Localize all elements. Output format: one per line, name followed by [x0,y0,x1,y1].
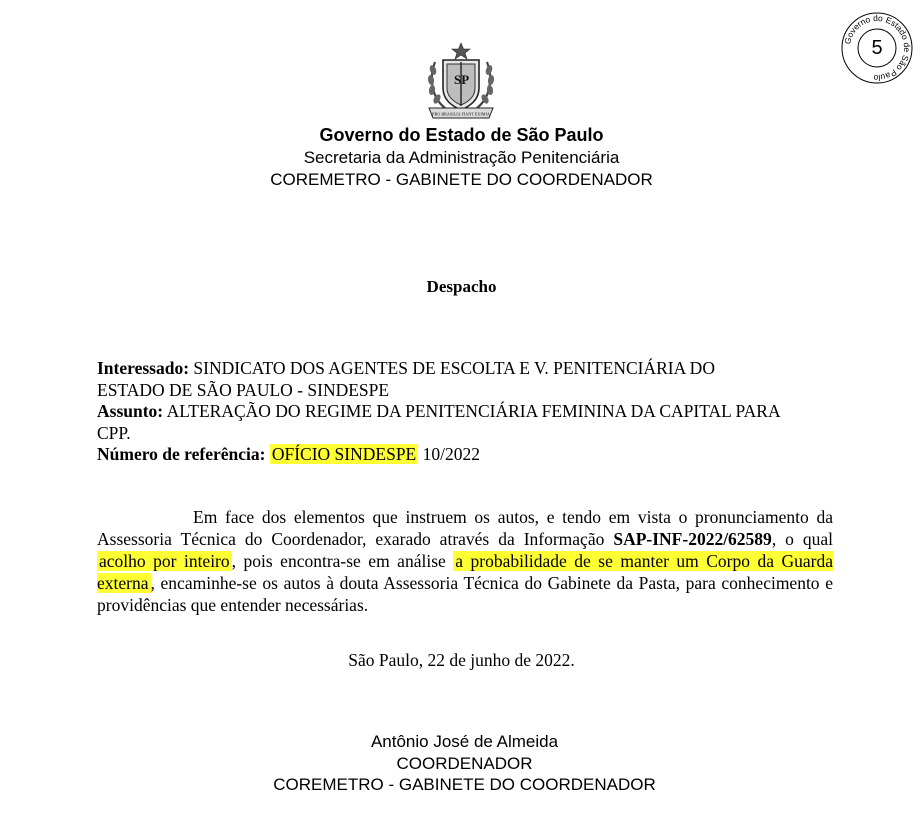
assunto-line [97,401,837,423]
signer-name: Antônio José de Almeida [370,732,559,751]
highlight-probabilidade: a probabilidade de se manter um Corpo da Guarda externa [97,551,834,593]
body-paragraph [97,506,833,616]
document-date: São Paulo, 22 de junho de 2022. [348,650,575,670]
body-part-3: , pois encontra-se em análise [231,551,446,571]
assunto-label: Assunto: [97,401,164,421]
interessado-line [97,358,837,380]
crest-monogram: SP [454,72,470,87]
page-stamp [841,12,913,84]
interessado-value-2: ESTADO DE SÃO PAULO - SINDESPE [97,379,390,400]
assunto-value-1: ALTERAÇÃO DO REGIME DA PENITENCIÁRIA FEMININA DA CAPITAL PARA [166,401,781,421]
interessado-label: Interessado: [97,358,190,378]
stamp-ring-text: Governo do Estado de São Paulo [842,12,913,84]
referencia-line [97,444,837,466]
document-meta [97,358,837,466]
secretariat-name: Secretaria da Administração Penitenciária [303,148,620,167]
page-number: 5 [871,36,883,59]
referencia-value: 10/2022 [422,444,480,464]
highlight-acolho: acolho por inteiro [99,551,230,571]
coat-of-arms-icon [425,42,497,122]
body-part-1: Em face dos elementos que instruem os autos, e tendo em vista o pronunciamento da Assessoria Técnica do Coordenador, exarado através da Informação [97,507,833,549]
document-title: Despacho [426,277,497,296]
referencia-highlight: OFÍCIO SINDESPE [271,444,417,464]
signature-block [0,731,923,796]
government-name: Governo do Estado de São Paulo [319,125,604,145]
body-part-4: , encaminhe-se os autos à douta Assessoria Técnica do Gabinete da Pasta, para conhecimento e providências que entender necessárias. [97,573,833,615]
signer-department: COREMETRO - GABINETE DO COORDENADOR [273,775,656,794]
body-part-2: , o qual [771,529,834,549]
document-header [0,124,923,191]
signer-role: COORDENADOR [396,753,533,773]
assunto-value-2: CPP. [97,422,131,443]
referencia-label: Número de referência: [97,444,266,464]
crest-motto: PRO BRASILIA FIANT EXIMIA [432,111,490,117]
department-name: COREMETRO - GABINETE DO COORDENADOR [270,170,653,189]
interessado-value-1: SINDICATO DOS AGENTES DE ESCOLTA E V. PENITENCIÁRIA DO [193,358,715,378]
info-number: SAP-INF-2022/62589 [613,529,772,549]
